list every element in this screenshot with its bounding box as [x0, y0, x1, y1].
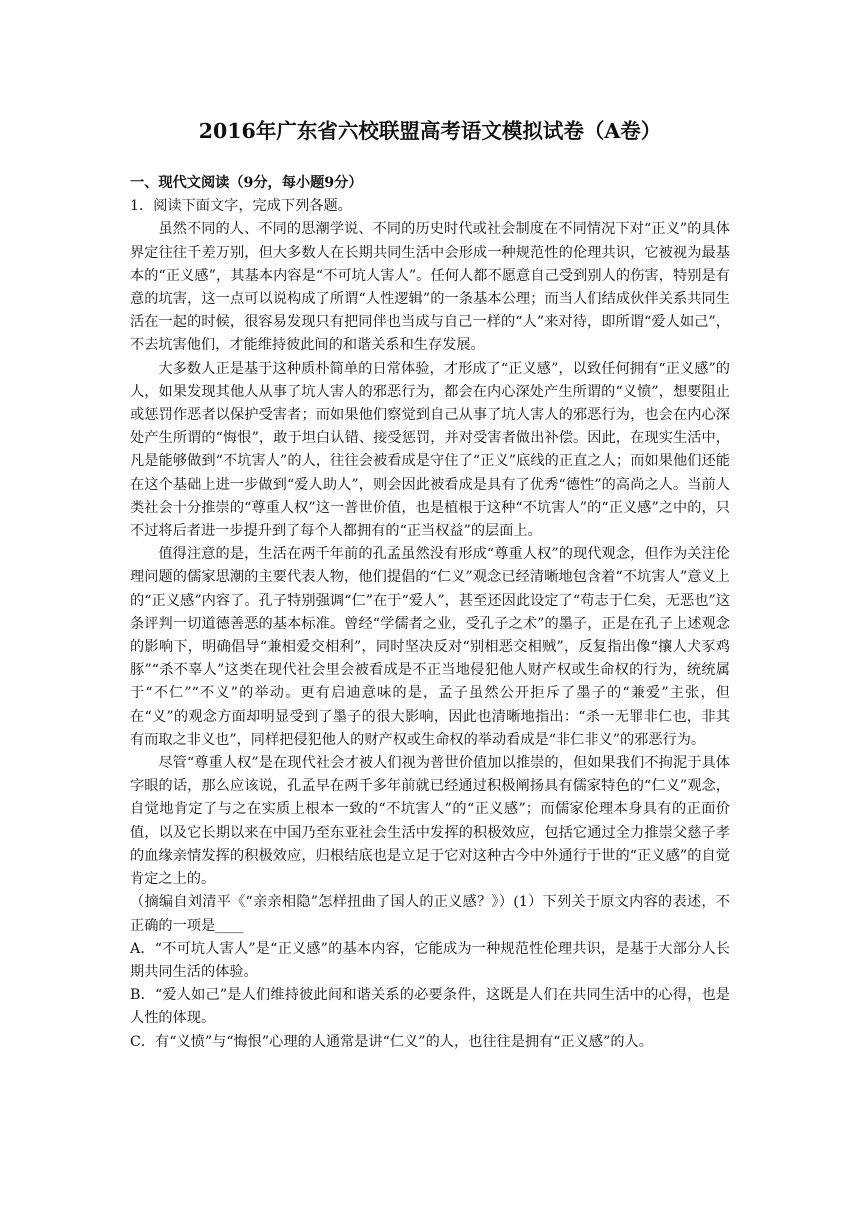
paragraph: 尽管“尊重人权”是在现代社会才被人们视为普世价值加以推崇的，但如果我们不拘泥于具体字眼的话，那么应该说，孔孟早在两千多年前就已经通过积极阐扬具有儒家特色的“仁义”观念，自觉地肯定了与之在实质上根本一致的“不坑害人”的“正义感”；而儒家伦理本身具有的正面价值，以及它长期以来在中国乃至东亚社会生活中发挥的积极效应，包括它通过全力推崇父慈子孝的血缘亲情发挥的积极效应，归根结底也是立足于它对这种古今中外通行于世的“正义感”的自觉肯定之上的。 [130, 755, 730, 888]
option-b: B．“爱人如己”是人们维持彼此间和谐关系的必要条件，这既是人们在共同生活中的心得，也是人性的体现。 [130, 987, 730, 1027]
option-c: C．有“义愤”与“悔恨”心理的人通常是讲“仁义”的人，也往往是拥有“正义感”的人。 [130, 1033, 653, 1050]
paragraph: 虽然不同的人、不同的思潮学说、不同的历史时代或社会制度在不同情况下对“正义”的具体界定往往千差万别，但大多数人在长期共同生活中会形成一种规范性的伦理共识，它被视为最基本的“正义感”，其基本内容是“不可坑人害人”。任何人都不愿意自己受到别人的伤害，特别是有意的坑害，这一点可以说构成了所谓“人性逻辑”的一条基本公理；而当人们结成伙伴关系共同生活在一起的时候，很容易发现只有把同伴也当成与自己一样的“人”来对待，即所谓“爱人如己”，不去坑害他们，才能维持彼此间的和谐关系和生存发展。 [130, 221, 730, 354]
question-intro: 1．阅读下面文字，完成下列各题。 [130, 198, 352, 215]
source-and-question: （摘编自刘清平《“亲亲相隐”怎样扭曲了国人的正义感？》）(1）下列关于原文内容的表述，不正确的一项是____ [130, 894, 730, 934]
option-a: A．“不可坑人害人”是“正义感”的基本内容，它能成为一种规范性伦理共识，是基于大部分人长期共同生活的体验。 [130, 940, 730, 980]
document-body [130, 172, 730, 1054]
paragraph: 大多数人正是基于这种质朴简单的日常体验，才形成了“正义感”，以致任何拥有“正义感”的人，如果发现其他人从事了坑人害人的邪恶行为，都会在内心深处产生所谓的“义愤”，想要阻止或惩罚作恶者以保护受害者；而如果他们察觉到自己从事了坑人害人的邪恶行为，也会在内心深处产生所谓的“悔恨”，敢于坦白认错、接受惩罚，并对受害者做出补偿。因此，在现实生活中，凡是能够做到“不坑害人”的人，往往会被看成是守住了“正义”底线的正直之人；而如果他们还能在这个基础上进一步做到“爱人助人”，则会因此被看成是具有了优秀“德性”的高尚之人。当前人类社会十分推崇的“尊重人权”这一普世价值，也是植根于这种“不坑害人”的“正义感”之中的，只不过将后者进一步提升到了每个人都拥有的“正当权益”的层面上。 [130, 360, 730, 540]
document-title: 2016年广东省六校联盟高考语文模拟试卷（A卷） [198, 119, 662, 143]
section-heading: 一、现代文阅读（9分，每小题9分） [130, 175, 363, 191]
paragraph: 值得注意的是，生活在两千年前的孔孟虽然没有形成“尊重人权”的现代观念，但作为关注伦理问题的儒家思潮的主要代表人物，他们提倡的“仁义”观念已经清晰地包含着“不坑害人”意义上的“正义感”内容了。孔子特别强调“仁”在于“爱人”，甚至还因此设定了“苟志于仁矣，无恶也”这条评判一切道德善恶的基本标准。曾经“学儒者之业，受孔子之术”的墨子，正是在孔子上述观念的影响下，明确倡导“兼相爱交相利”，同时坚决反对“别相恶交相贼”，反复指出像“攘人犬豕鸡豚”“杀不辜人”这类在现代社会里会被看成是不正当地侵犯他人财产权或生命权的行为，统统属于“不仁”“不义”的举动。更有启迪意味的是，孟子虽然公开拒斥了墨子的“兼爱”主张，但在“义”的观念方面却明显受到了墨子的很大影响，因此也清晰地指出：“杀一无罪非仁也，非其有而取之非义也”，同样把侵犯他人的财产权或生命权的举动看成是“非仁非义”的邪恶行为。 [130, 546, 730, 748]
